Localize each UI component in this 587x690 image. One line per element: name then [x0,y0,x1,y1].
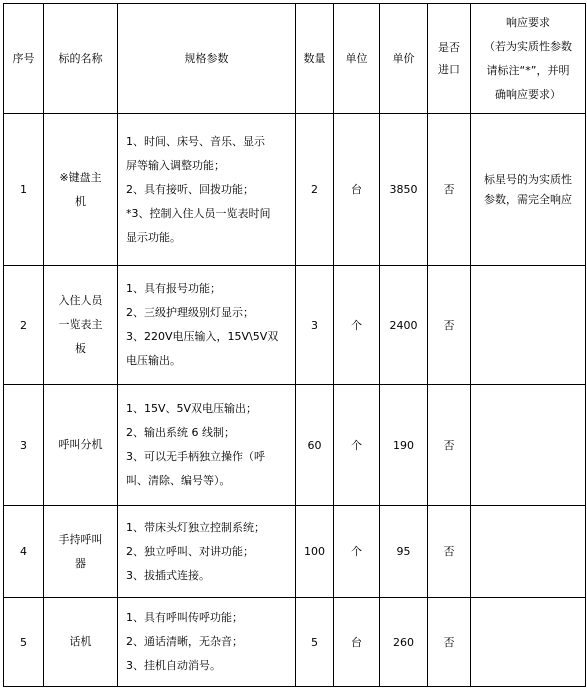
row-index: 4 [4,506,44,598]
spec-line: 2、独立呼叫、对讲功能； [126,544,254,558]
spec-line: 屏等输入调整功能； [126,158,225,172]
spec-line: 1、具有呼叫传呼功能； [126,611,243,624]
table-body [4,4,586,687]
row-requirement [471,114,586,266]
row-spec [118,598,296,687]
row-price: 260 [380,598,428,687]
row-spec [118,114,296,266]
row-qty: 2 [296,114,334,266]
row-qty: 3 [296,266,334,385]
row-index: 3 [4,385,44,506]
row-price: 3850 [380,114,428,266]
row-requirement [471,598,586,687]
spec-line: 1、带床头灯独立控制系统； [126,520,265,534]
spec-line: 1、时间、床号、音乐、显示 [126,134,265,148]
row-requirement [471,266,586,385]
row-name-line: 器 [75,556,86,570]
header-requirement [471,4,586,114]
header-requirement-line: 请标注“*”，并明 [486,63,570,77]
row-name-line: 板 [75,342,86,355]
header-imported-line: 进口 [438,62,460,76]
row-name-line: 入住人员 [58,294,103,307]
header-price: 单价 [380,4,428,114]
row-spec [118,506,296,598]
row-name [44,506,118,598]
spec-line: 3、220V电压输入，15V\5V双 [126,330,279,343]
row-index: 5 [4,598,44,687]
row-unit: 台 [334,114,380,266]
procurement-table [3,3,586,687]
header-name: 标的名称 [44,4,118,114]
row-unit: 个 [334,266,380,385]
row-name-line: ※键盘主 [59,170,102,184]
row-name [44,266,118,385]
spec-line: 2、通话清晰，无杂音； [126,635,243,648]
row-qty: 60 [296,385,334,506]
requirement-line: 参数，需完全响应 [484,192,572,206]
row-unit: 个 [334,506,380,598]
header-unit: 单位 [334,4,380,114]
spec-line: 2、具有接听、回拨功能； [126,182,254,196]
row-qty: 100 [296,506,334,598]
row-name-line: 机 [75,194,86,208]
row-spec [118,266,296,385]
spec-line: 2、三级护理级别灯显示； [126,306,254,319]
row-name [44,598,118,687]
row-requirement [471,506,586,598]
header-requirement-line: （若为实质性参数 [484,39,572,53]
table-row [4,266,586,385]
row-imported: 否 [428,385,471,506]
spec-line: 3、可以无手柄独立操作（呼 [126,450,265,463]
row-price: 95 [380,506,428,598]
header-imported-line: 是否 [438,40,460,54]
spec-line: 叫、清除、编号等）。 [126,474,231,487]
row-index: 1 [4,114,44,266]
row-spec [118,385,296,506]
spec-line: 显示功能。 [126,230,181,244]
row-requirement [471,385,586,506]
spec-line: *3、控制入住人员一览表时间 [126,206,271,220]
header-row [4,4,586,114]
spec-line: 1、具有报号功能； [126,282,221,295]
row-name [44,385,118,506]
table-row [4,114,586,266]
row-name-line: 呼叫分机 [58,438,103,451]
spec-line: 电压输出。 [126,354,181,367]
header-spec: 规格参数 [118,4,296,114]
spec-line: 3、挂机自动消号。 [126,659,221,672]
row-imported: 否 [428,598,471,687]
row-imported: 否 [428,506,471,598]
spec-line: 1、15V、5V双电压输出； [126,402,258,415]
table-row [4,506,586,598]
spec-line: 3、拔插式连接。 [126,568,210,582]
row-price: 2400 [380,266,428,385]
header-qty: 数量 [296,4,334,114]
row-imported: 否 [428,266,471,385]
row-unit: 个 [334,385,380,506]
header-requirement-line: 确响应要求） [495,87,561,101]
table-row [4,598,586,687]
row-price: 190 [380,385,428,506]
table-row [4,385,586,506]
requirement-line: 标星号的为实质性 [484,172,572,186]
row-index: 2 [4,266,44,385]
row-name-line: 手持呼叫 [58,532,103,546]
spec-line: 2、输出系统 6 线制； [126,426,235,439]
header-imported [428,4,471,114]
row-name-line: 话机 [69,635,92,648]
header-requirement-line: 响应要求 [506,15,550,29]
header-index: 序号 [4,4,44,114]
row-qty: 5 [296,598,334,687]
row-unit: 台 [334,598,380,687]
row-name [44,114,118,266]
row-imported: 否 [428,114,471,266]
row-name-line: 一览表主 [58,318,103,331]
